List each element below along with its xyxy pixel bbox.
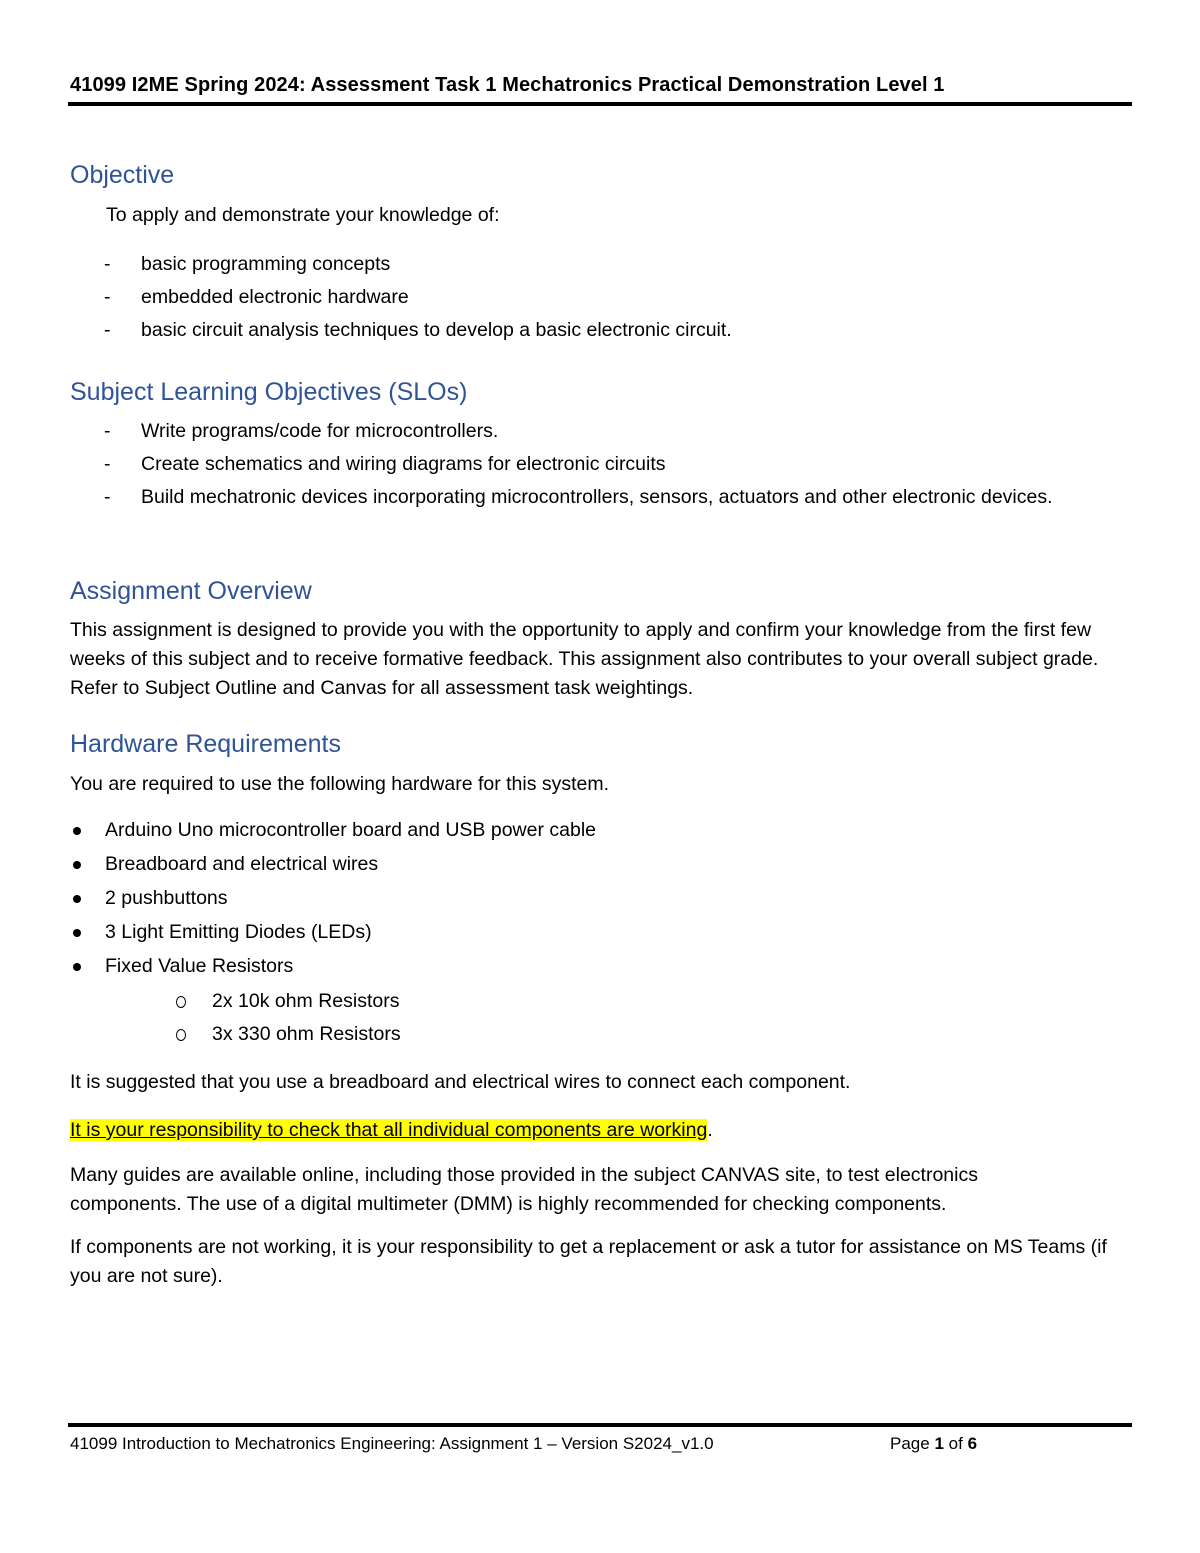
- resistor-list: [70, 985, 970, 1051]
- list-item: 2x 10k ohm Resistors: [70, 985, 970, 1018]
- list-item: Arduino Uno microcontroller board and USB power cable: [70, 813, 1070, 847]
- objective-list: [70, 248, 1130, 347]
- hardware-heading: Hardware Requirements: [70, 730, 341, 758]
- list-item: - Create schematics and wiring diagrams for electronic circuits: [70, 448, 1110, 481]
- dash-marker: -: [104, 453, 111, 475]
- bullet-icon: [73, 963, 81, 971]
- overview-heading: Assignment Overview: [70, 577, 312, 605]
- dash-marker: -: [104, 253, 111, 275]
- footer-rule: [68, 1423, 1132, 1427]
- list-item: 3 Light Emitting Diodes (LEDs): [70, 915, 1070, 949]
- dash-marker: -: [104, 286, 111, 308]
- objective-heading: Objective: [70, 161, 175, 189]
- list-item: - embedded electronic hardware: [70, 281, 1130, 314]
- bullet-icon: [73, 895, 81, 903]
- hollow-bullet-icon: [176, 996, 186, 1008]
- dash-marker: -: [104, 420, 111, 442]
- suggestion-text: It is suggested that you use a breadboard and electrical wires to connect each component.: [70, 1071, 851, 1093]
- highlighted-warning: It is your responsibility to check that all individual components are working: [70, 1119, 708, 1141]
- objective-intro: To apply and demonstrate your knowledge of:: [106, 204, 500, 226]
- hardware-list: [70, 813, 1070, 983]
- slos-list: [70, 415, 1110, 514]
- footer-text: 41099 Introduction to Mechatronics Engineering: Assignment 1 – Version S2024_v1.0: [70, 1434, 714, 1453]
- list-item: - Build mechatronic devices incorporating microcontrollers, sensors, actuators and other electronic devices.: [70, 481, 1110, 514]
- bullet-icon: [73, 861, 81, 869]
- guides-text: Many guides are available online, including those provided in the subject CANVAS site, to test electronics components. The use of a digital multimeter (DMM) is highly recommended for checking components.: [70, 1164, 978, 1215]
- list-item: - basic programming concepts: [70, 248, 1130, 281]
- list-item: Fixed Value Resistors: [70, 949, 1070, 983]
- bullet-icon: [73, 929, 81, 937]
- list-item: - Write programs/code for microcontrollers.: [70, 415, 1110, 448]
- dash-marker: -: [104, 319, 111, 341]
- dash-marker: -: [104, 486, 111, 508]
- page-number: Page 1 of 6: [890, 1434, 978, 1453]
- list-item: Breadboard and electrical wires: [70, 847, 1070, 881]
- list-item: - basic circuit analysis techniques to develop a basic electronic circuit.: [70, 314, 1130, 347]
- header-rule: [68, 102, 1132, 106]
- slos-heading: Subject Learning Objectives (SLOs): [70, 378, 468, 406]
- list-item: 2 pushbuttons: [70, 881, 1070, 915]
- page-header-title: 41099 I2ME Spring 2024: Assessment Task 1 Mechatronics Practical Demonstration Level 1: [70, 74, 945, 96]
- overview-text: This assignment is designed to provide you with the opportunity to apply and confirm your knowledge from the first few weeks of this subject and to receive formative feedback. This assignment also contributes to your overall subject grade. Refer to Subject Outline and Canvas for all assessment task weightings.: [70, 619, 1099, 699]
- list-item: 3x 330 ohm Resistors: [70, 1018, 970, 1051]
- hollow-bullet-icon: [176, 1029, 186, 1041]
- hardware-intro: You are required to use the following hardware for this system.: [70, 773, 610, 795]
- replacement-text: If components are not working, it is your responsibility to get a replacement or ask a tutor for assistance on MS Teams (if you are not sure).: [70, 1236, 1107, 1287]
- bullet-icon: [73, 827, 81, 835]
- responsibility-note: It is your responsibility to check that all individual components are working.: [70, 1119, 713, 1141]
